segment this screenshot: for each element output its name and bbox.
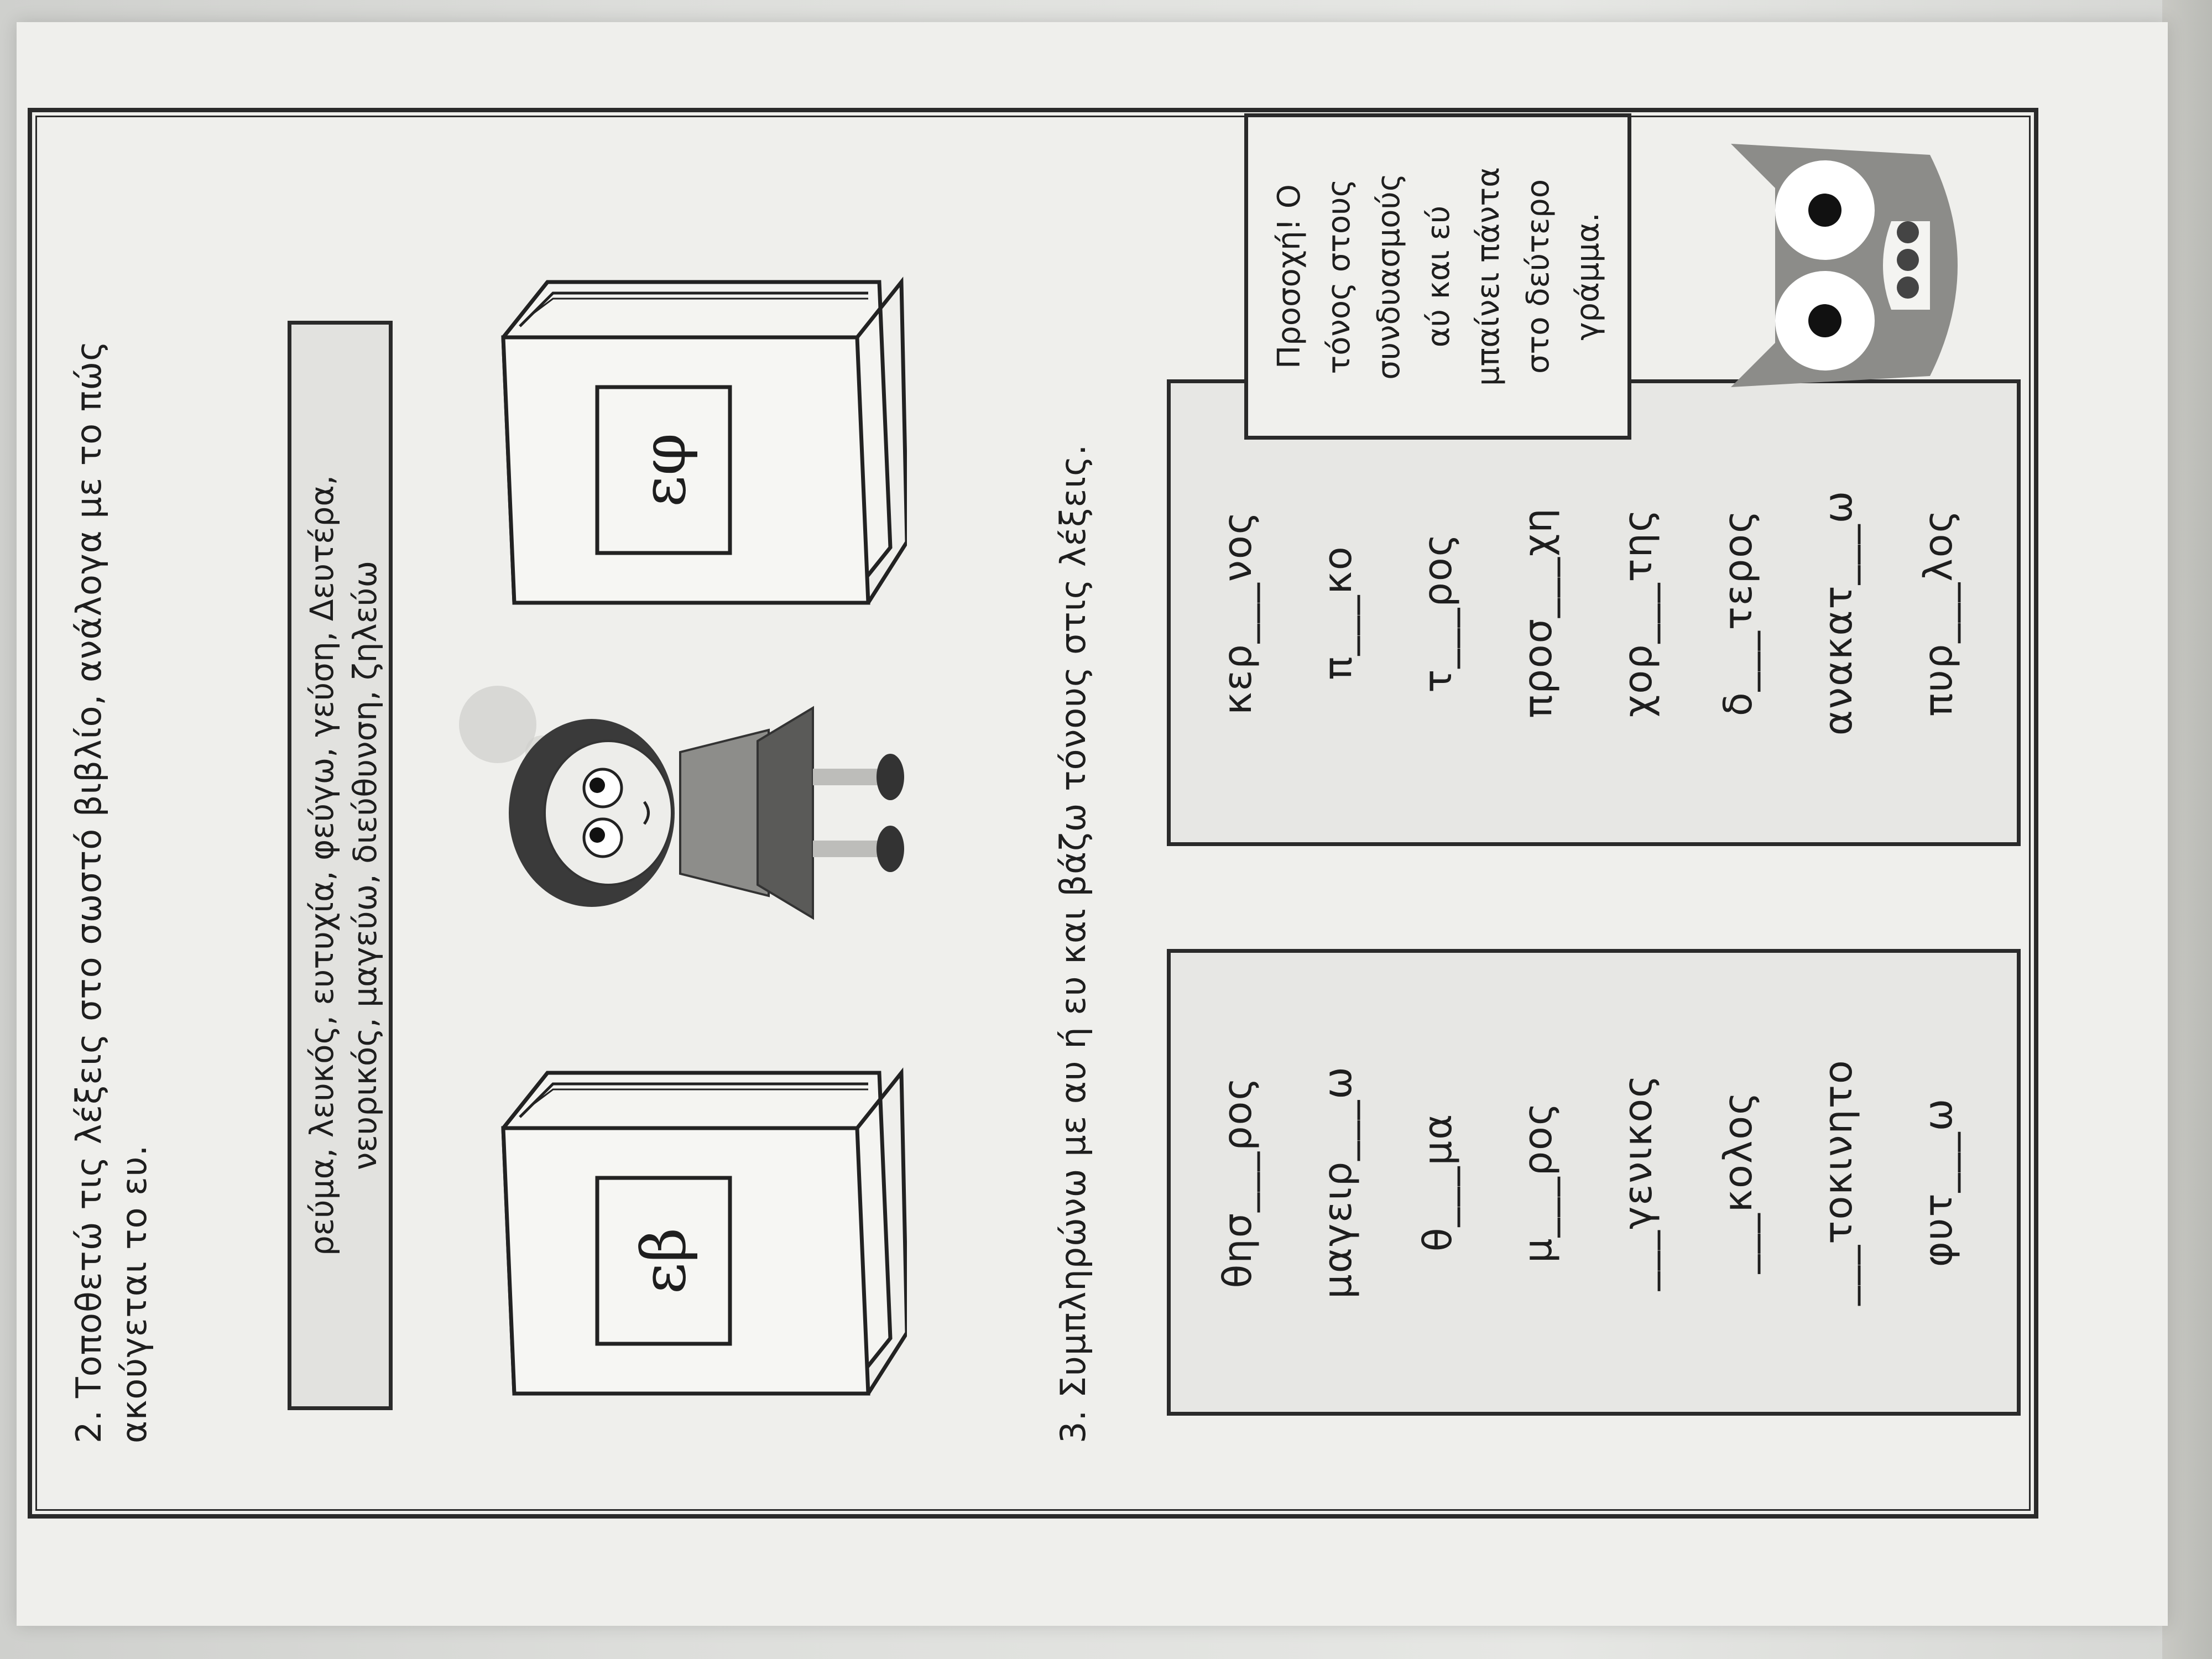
worksheet-content: [28, 108, 2030, 1510]
book-left-label: εβ: [628, 1227, 699, 1295]
word-bank-line-1: ρεύμα, λευκός, ευτυχία, φεύγω, γεύση, Δευτέρα,: [303, 474, 341, 1256]
desk-edge: [2162, 0, 2212, 1659]
girl-illustration: [448, 641, 924, 984]
left-word-2[interactable]: μαγειρ___ω: [1314, 1066, 1360, 1299]
right-word-8[interactable]: πυρ___λος: [1915, 509, 1961, 717]
right-word-5[interactable]: χορ___της: [1615, 508, 1661, 718]
note-line-6: στο δεύτερο: [1520, 179, 1556, 374]
task3-instruction: 3. Συμπληρώνω με αυ ή ευ και βάζω τόνους στις λέξεις.: [1053, 444, 1093, 1443]
left-word-5[interactable]: ___γενικος: [1615, 1073, 1661, 1291]
note-line-5: μπαίνει πάντα: [1470, 166, 1506, 387]
left-word-6[interactable]: ___κολος: [1715, 1091, 1761, 1274]
exercise-list-right: [1171, 383, 1988, 842]
word-bank: [288, 321, 393, 1410]
left-word-7[interactable]: ___τοκινητο: [1815, 1059, 1861, 1306]
exercise-box-left: [1167, 949, 2021, 1416]
note-line-3: συνδυασμούς: [1371, 173, 1407, 380]
right-word-7[interactable]: ανακατ___ω: [1815, 489, 1861, 736]
note-line-2: τόνος στους: [1321, 179, 1357, 374]
right-word-4[interactable]: προσ___χη: [1515, 507, 1561, 718]
right-word-6[interactable]: δ___τερος: [1715, 509, 1761, 717]
right-word-2[interactable]: π___κο: [1314, 545, 1360, 680]
book-left: [481, 1006, 907, 1416]
left-word-4[interactable]: μ___ρος: [1515, 1102, 1561, 1263]
note-box-wrapper: [1233, 105, 1565, 249]
left-word-1[interactable]: θησ___ρος: [1214, 1076, 1260, 1288]
right-word-1[interactable]: κερ___νος: [1214, 510, 1260, 715]
task2-instruction: 2. Τοποθετώ τις λέξεις στο σωστό βιβλίο, ανάλογα με το πώς ακούγεται το ευ.: [69, 340, 154, 1443]
right-word-3[interactable]: τ___ρος: [1415, 533, 1460, 693]
left-word-8[interactable]: φυτ___ω: [1915, 1097, 1961, 1267]
exercise-list-left: [1171, 953, 1988, 1412]
word-bank-line-2: νευρικός, μαγεύω, διεύθυνση, ζηλεύω: [346, 560, 384, 1171]
note-line-1: Προσοχή! Ο: [1271, 184, 1307, 369]
exercise-box-right: [1167, 379, 2021, 846]
book-right-label: εφ: [628, 433, 699, 508]
note-line-7: γράμμα.: [1570, 212, 1606, 341]
left-word-3[interactable]: θ___μα: [1415, 1113, 1460, 1252]
note-line-4: αύ και εύ: [1421, 205, 1457, 348]
book-right: [481, 216, 907, 625]
owl-illustration: [1709, 111, 1974, 420]
